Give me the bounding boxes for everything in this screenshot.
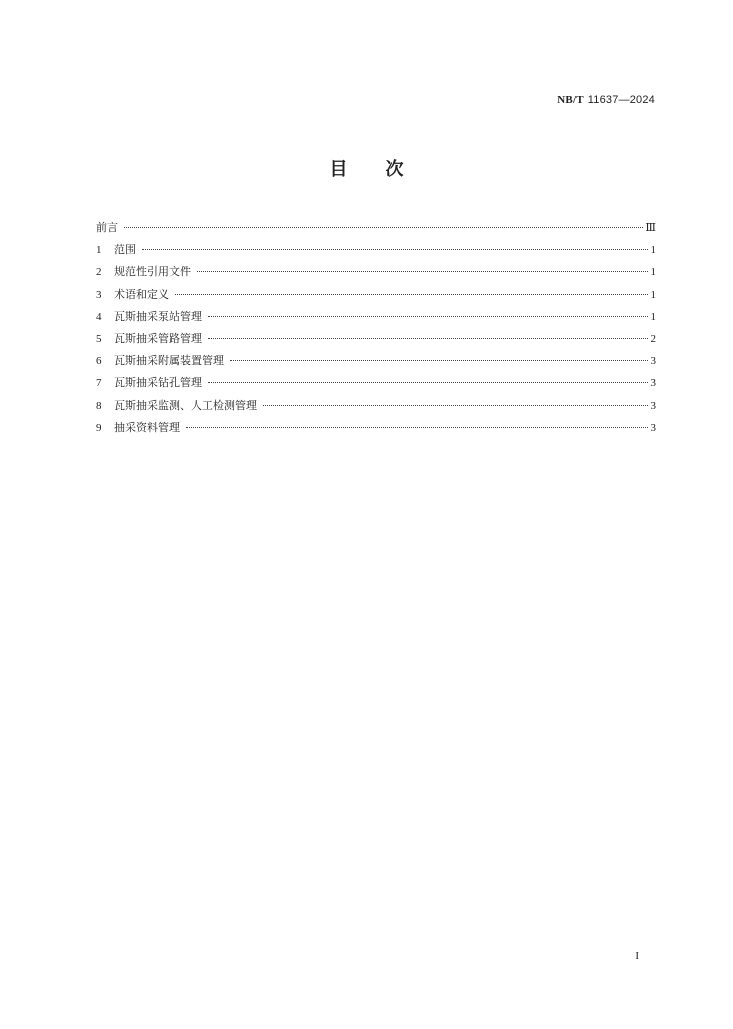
toc-entry-number: 6 (96, 355, 102, 368)
toc-leader-dots (208, 337, 648, 339)
toc-leader-dots (142, 248, 648, 250)
toc-entry[interactable] (96, 261, 656, 283)
toc-entry[interactable] (96, 217, 656, 239)
toc-entry[interactable] (96, 284, 656, 306)
toc-entry-page: 3 (650, 399, 656, 412)
toc-entry-label: 术语和定义 (114, 287, 169, 301)
toc-leader-dots (124, 226, 643, 228)
toc-leader-dots (186, 426, 648, 428)
toc-entry[interactable] (96, 239, 656, 261)
toc-entry-page: 1 (650, 288, 656, 301)
page-number: I (635, 950, 639, 962)
toc-entry-label: 范围 (114, 243, 136, 257)
toc-entry-page: 1 (650, 310, 656, 323)
toc-entry-number: 1 (96, 244, 102, 257)
toc-entry[interactable] (96, 306, 656, 328)
toc-entry-label: 瓦斯抽采监测、人工检测管理 (114, 398, 257, 412)
toc-entry-page: Ⅲ (645, 222, 656, 234)
toc-entry-label: 瓦斯抽采泵站管理 (114, 309, 202, 323)
toc-entry-label: 规范性引用文件 (114, 265, 191, 279)
toc-entry[interactable] (96, 395, 656, 417)
toc-entry-number: 4 (96, 310, 102, 323)
toc-entry-label: 抽采资料管理 (114, 420, 180, 434)
toc-entry[interactable] (96, 417, 656, 439)
toc-entry[interactable] (96, 350, 656, 372)
toc-entry-page: 1 (650, 244, 656, 257)
toc-entry-number: 3 (96, 288, 102, 301)
toc-entry-page: 3 (650, 421, 656, 434)
toc-entry-page: 3 (650, 355, 656, 368)
toc-entry-number: 5 (96, 332, 102, 345)
toc-leader-dots (208, 381, 648, 383)
toc-entry-label: 瓦斯抽采管路管理 (114, 331, 202, 345)
toc-leader-dots (197, 270, 648, 272)
page-title: 目次 (329, 159, 442, 180)
table-of-contents (96, 217, 656, 439)
toc-leader-dots (208, 315, 648, 317)
toc-entry-label: 瓦斯抽采附属装置管理 (114, 354, 224, 368)
toc-entry-number: 7 (96, 377, 102, 390)
toc-entry-page: 2 (650, 332, 656, 345)
toc-entry-page: 1 (650, 266, 656, 279)
standard-number (557, 93, 655, 106)
toc-entry-page: 3 (650, 377, 656, 390)
toc-entry-number: 2 (96, 266, 102, 279)
toc-leader-dots (263, 404, 648, 406)
toc-leader-dots (175, 293, 648, 295)
toc-entry-number: 8 (96, 399, 102, 412)
toc-entry[interactable] (96, 372, 656, 394)
toc-entry-number: 9 (96, 421, 102, 434)
toc-entry-label: 前言 (96, 221, 118, 234)
toc-entry-label: 瓦斯抽采钻孔管理 (114, 376, 202, 390)
toc-leader-dots (230, 359, 648, 361)
standard-prefix: NB/T (557, 94, 584, 106)
toc-entry[interactable] (96, 328, 656, 350)
standard-code: 11637—2024 (587, 94, 655, 106)
